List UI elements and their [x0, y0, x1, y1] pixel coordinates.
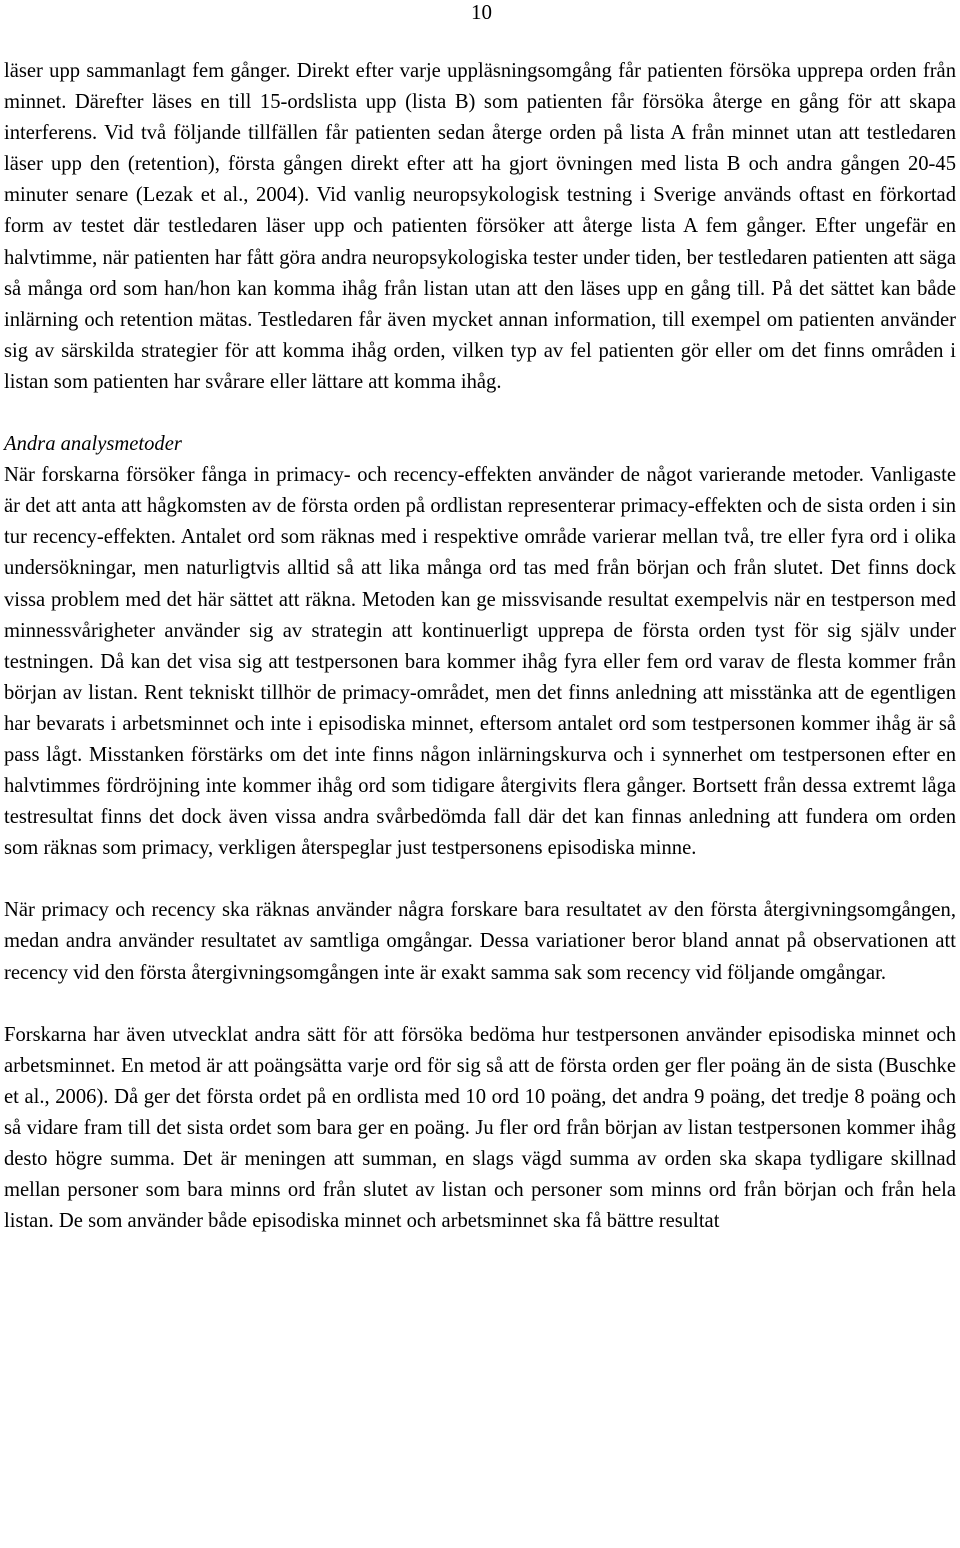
- paragraph-spacer: [4, 989, 956, 1020]
- paragraph-4: Forskarna har även utvecklat andra sätt för att försöka bedöma hur testpersonen använder episodiska minnet och arbetsminnet. En metod är att poängsätta varje ord för sig så att de första orden ger fler poäng än de sista (Buschke et al., 2006). Då ger det första ordet på en ordlista med 10 ord 10 poäng, det andra 9 poäng, det tredje 8 poäng och så vidare fram till det sista ordet som bara ger en poäng. Ju fler ord från början av listan testpersonen kommer ihåg desto högre summa. Det är meningen att summan, en slags vägd summa av orden ska skapa tydligare skillnad mellan personer som bara minns ord från slutet av listan och personer som minns ord från början och från hela listan. De som använder både episodiska minnet och arbetsminnet ska få bättre resultat: [4, 1023, 956, 1233]
- paragraph-3: När primacy och recency ska räknas använder några forskare bara resultatet av den första återgivningsomgången, medan andra använder resultatet av samtliga omgångar. Dessa variationer beror bland annat på observationen att recency vid den första återgivningsomgången inte är exakt samma sak som recency vid följande omgångar.: [4, 899, 956, 984]
- section-heading: Andra analysmetoder: [4, 433, 182, 456]
- paragraph-spacer: [4, 398, 956, 429]
- paragraph-1: läser upp sammanlagt fem gånger. Direkt efter varje uppläsningsomgång får patienten försöka upprepa orden från minnet. Därefter läses en till 15-ordslista upp (lista B) som patienten får försöka återge en gång för att skapa interferens. Vid två följande tillfällen får patienten sedan återge orden på lista A från minnet utan att testledaren läser upp den (retention), första gången direkt efter att ha gjort övningen med lista B och andra gången 20-45 minuter senare (Lezak et al., 2004). Vid vanlig neuropsykologisk testning i Sverige används oftast en förkortad form av testet där testledaren läser upp och patienten försöker att återge lista A fem gånger. Efter ungefär en halvtimme, när patienten har fått göra andra neuropsykologiska tester under tiden, ber testledaren patienten att säga så många ord som han/hon kan komma ihåg från listan utan att den läses upp en gång till. På det sättet kan både inlärning och retention mätas. Testledaren får även mycket annan information, till exempel om patienten använder sig av särskilda strategier för att komma ihåg orden, vilken typ av fel patienten gör eller om det finns områden i listan som patienten har svårare eller lättare att komma ihåg.: [4, 60, 956, 393]
- paragraph-2: När forskarna försöker fånga in primacy- och recency-effekten använder de något varierande metoder. Vanligaste är det att anta att hågkomsten av de första orden på ordlistan representerar primacy-effekten och de sista orden i sin tur recency-effekten. Antalet ord som räknas med i respektive område varierar mellan två, tre eller fyra ord i olika undersökningar, men naturligtvis alltid så att lika många ord tas med från början och från slutet. Det finns dock vissa problem med det här sättet att räkna. Metoden kan ge missvisande resultat exempelvis när en testperson med minnessvårigheter använder sig av strategin att kontinuerligt upprepa de första orden tyst för sig själv under testningen. Då kan det visa sig att testpersonen bara kommer ihåg fyra eller fem ord varav de flesta kommer från början av listan. Rent tekniskt tillhör de primacy-området, men det finns anledning att misstänka att de egentligen har bevarats i arbetsminnet och inte i episodiska minnet, eftersom antalet ord som testpersonen kommer ihåg är så pass lågt. Misstanken förstärks om det inte finns någon inlärningskurva och i synnerhet om testpersonen efter en halvtimmes fördröjning inte kommer ihåg ord som tidigare återgivits flera gånger. Bortsett från dessa extremt låga testresultat finns det dock även vissa andra svårbedömda fall där det kan finnas anledning att fundera om orden som räknas som primacy, verkligen återspeglar just testpersonens episodiska minne.: [4, 464, 956, 860]
- paragraph-spacer: [4, 864, 956, 895]
- page-number: 10: [471, 0, 492, 24]
- page-body: [4, 56, 956, 1237]
